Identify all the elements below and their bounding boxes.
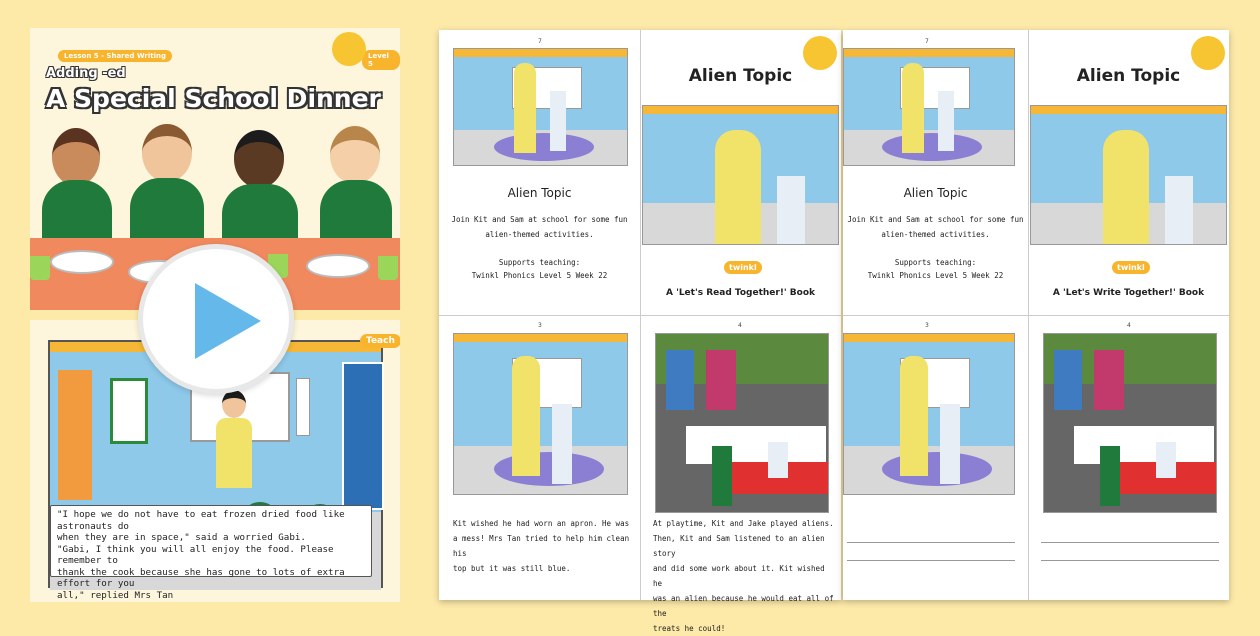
playground-illustration <box>1043 333 1217 513</box>
page-number: 7 <box>538 38 542 45</box>
writing-line <box>847 560 1015 561</box>
children-logo-icon <box>332 32 366 66</box>
supports-line: Supports teaching: <box>894 258 977 267</box>
cover-title: Alien Topic <box>1076 66 1181 86</box>
twinkl-logo: twinkl <box>724 261 762 274</box>
slide-title: A Special School Dinner <box>46 84 381 113</box>
classroom-illustration <box>453 48 628 166</box>
story-line: all," replied Mrs Tan <box>57 589 174 601</box>
cup <box>378 256 398 280</box>
supports-line: Twinkl Phonics Level 5 Week 22 <box>471 271 608 280</box>
supports-line: Twinkl Phonics Level 5 Week 22 <box>867 271 1004 280</box>
story-text-box <box>50 505 372 601</box>
page-number: 3 <box>538 322 542 329</box>
level-tag: Level 5 <box>362 50 400 70</box>
slide-subtitle: Adding -ed <box>46 66 126 81</box>
writing-line <box>1041 542 1219 543</box>
teacher-illustration <box>642 105 839 245</box>
cup <box>30 256 50 280</box>
children-logo-icon <box>1191 36 1225 70</box>
story-line: Then, Kit and Sam listened to an alien story <box>653 534 825 558</box>
blurb-line: alien-themed activities. <box>485 230 594 239</box>
lesson-tag: Lesson 5 - Shared Writing <box>58 50 172 62</box>
story-line: was an alien because he would eat all of the <box>653 594 834 618</box>
cover-subtitle: A 'Let's Write Together!' Book <box>1052 288 1205 298</box>
teacher-illustration <box>1030 105 1227 245</box>
children-logo-icon <box>803 36 837 70</box>
page-number: 7 <box>925 38 929 45</box>
classroom-illustration <box>843 48 1015 166</box>
supports-line: Supports teaching: <box>498 258 581 267</box>
story-line: when they are in space," said a worried Gabi. <box>57 532 306 543</box>
writing-line <box>847 542 1015 543</box>
story-line: thank the cook because she has gone to lots of extra effort for you <box>57 566 345 589</box>
page-number: 4 <box>1127 322 1131 329</box>
plate <box>50 250 114 274</box>
teach-tag: Teach <box>360 334 400 348</box>
playground-illustration <box>655 333 829 513</box>
play-icon <box>195 283 261 359</box>
classroom-illustration <box>843 333 1015 495</box>
story-line: At playtime, Kit and Jake played aliens. <box>653 519 834 528</box>
story-line: "Gabi, I think you will all enjoy the food. Please remember to <box>57 543 334 566</box>
blurb-line: alien-themed activities. <box>881 230 990 239</box>
booklet-write-together <box>843 30 1229 600</box>
story-line: treats he could! <box>653 624 726 633</box>
plate <box>306 254 370 278</box>
page-number: 3 <box>925 322 929 329</box>
story-line: top but it was still blue. <box>453 564 571 573</box>
blurb-line: Join Kit and Sam at school for some fun <box>847 215 1024 224</box>
twinkl-logo: twinkl <box>1112 261 1150 274</box>
play-button[interactable] <box>138 244 294 394</box>
page-title: Alien Topic <box>507 186 572 200</box>
cover-title: Alien Topic <box>688 66 793 86</box>
classroom-illustration <box>453 333 628 495</box>
story-line: a mess! Mrs Tan tried to help him clean his <box>453 534 630 558</box>
story-line: and did some work about it. Kit wished he <box>653 564 825 588</box>
page-number: 4 <box>738 322 742 329</box>
page-title: Alien Topic <box>903 186 968 200</box>
cover-subtitle: A 'Let's Read Together!' Book <box>665 288 816 298</box>
story-line: "I hope we do not have to eat frozen dried food like astronauts do <box>57 509 345 532</box>
booklet-read-together <box>439 30 841 633</box>
story-line: Kit wished he had worn an apron. He was <box>453 519 630 528</box>
blurb-line: Join Kit and Sam at school for some fun <box>451 215 628 224</box>
writing-line <box>1041 560 1219 561</box>
